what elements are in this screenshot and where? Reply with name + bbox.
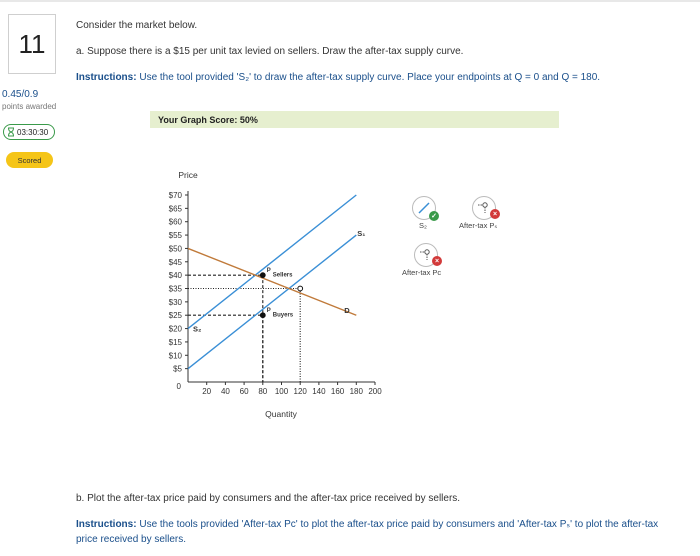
part-a-text: a. Suppose there is a $15 per unit tax levied on sellers. Draw the after-tax supply curve. [76, 46, 464, 57]
series-s2 [188, 195, 356, 329]
after-tax-ps-tool[interactable] [459, 196, 498, 230]
instructions-label: Instructions: [76, 519, 137, 530]
question-number-box [8, 14, 56, 74]
y-tick-label: $45 [168, 257, 182, 267]
error-icon: × [432, 256, 442, 266]
y-tick-label: $50 [168, 244, 182, 254]
y-tick-label: $65 [168, 204, 182, 214]
error-icon: × [490, 209, 500, 219]
x-tick-label: 100 [274, 387, 289, 396]
y-tick-label: $60 [168, 217, 182, 227]
y-tick-label: $40 [168, 271, 182, 281]
scored-badge: Scored [6, 152, 53, 168]
x-tick-label: 120 [293, 387, 307, 396]
instructions-label: Instructions: [76, 72, 137, 83]
y-tick-label: $25 [168, 311, 182, 321]
part-b-text: b. Plot the after-tax price paid by consumers and the after-tax price received by sellers. [76, 493, 461, 504]
x-tick-label: 140 [312, 387, 326, 396]
buyers-point [260, 313, 265, 318]
series-label-d: D [344, 305, 350, 315]
origin-label: 0 [176, 382, 181, 391]
after-tax-pc-label: After-tax Pᴄ [402, 268, 442, 277]
equilibrium-point [298, 286, 303, 291]
series-label-s1: S₁ [357, 229, 366, 239]
series-s1 [188, 235, 356, 369]
prompt-intro: Consider the market below. [76, 20, 198, 31]
hourglass-icon [7, 127, 15, 137]
point-letter: P [266, 308, 271, 315]
y-tick-label: $35 [168, 284, 182, 294]
timer-text: 03:30:30 [17, 127, 49, 137]
y-tick-label: $55 [168, 231, 182, 241]
s2-tool-label: S₂ [419, 221, 427, 230]
supply-demand-graph[interactable] [145, 160, 395, 430]
instructions-text: Use the tool provided 'S₂' to draw the after-tax supply curve. Place your endpoints at Q = 0 and Q = 180. [139, 72, 601, 83]
x-tick-label: 160 [330, 387, 345, 396]
y-axis-label: Price [178, 170, 198, 180]
y-tick-label: $15 [168, 337, 182, 347]
x-tick-label: 20 [202, 387, 212, 396]
x-tick-label: 40 [220, 387, 230, 396]
sellers-point-label: Sellers [272, 272, 293, 279]
question-score: 0.45/0.9 [2, 89, 39, 100]
part-a-instructions [76, 72, 600, 83]
y-tick-label: $20 [168, 324, 182, 334]
x-tick-label: 180 [349, 387, 363, 396]
y-tick-label: $5 [173, 364, 182, 374]
top-divider [0, 0, 700, 2]
x-tick-label: 80 [258, 387, 268, 396]
after-tax-pc-button[interactable] [414, 243, 438, 267]
y-tick-label: $70 [168, 191, 182, 200]
after-tax-pc-tool[interactable] [402, 243, 442, 277]
x-tick-label: 200 [368, 387, 382, 396]
graph-score-banner: Your Graph Score: 50% [150, 111, 559, 128]
buyers-point-label: Buyers [272, 312, 294, 319]
question-number: 11 [18, 28, 46, 59]
part-b-instructions [76, 519, 658, 530]
y-tick-label: $10 [168, 351, 182, 361]
timer-badge [3, 124, 55, 140]
point-letter: P [266, 268, 271, 275]
s2-tool[interactable] [412, 196, 437, 230]
check-icon: ✓ [429, 211, 439, 221]
after-tax-ps-button[interactable] [472, 196, 496, 220]
s2-tool-button[interactable] [412, 196, 436, 220]
x-tick-label: 60 [239, 387, 249, 396]
series-d [188, 248, 356, 315]
series-label-s2: S₂ [193, 324, 202, 334]
instructions-text: Use the tools provided 'After-tax Pᴄ' to plot the after-tax price paid by consumers and 'After-tax Pₛ' to plot the after-tax [139, 519, 659, 530]
part-b-instructions-cont: price received by sellers. [76, 534, 187, 545]
after-tax-ps-label: After-tax Pₛ [459, 221, 498, 230]
y-tick-label: $30 [168, 297, 182, 307]
sellers-point [260, 273, 265, 278]
score-label: points awarded [2, 102, 57, 111]
x-axis-label: Quantity [265, 409, 297, 419]
